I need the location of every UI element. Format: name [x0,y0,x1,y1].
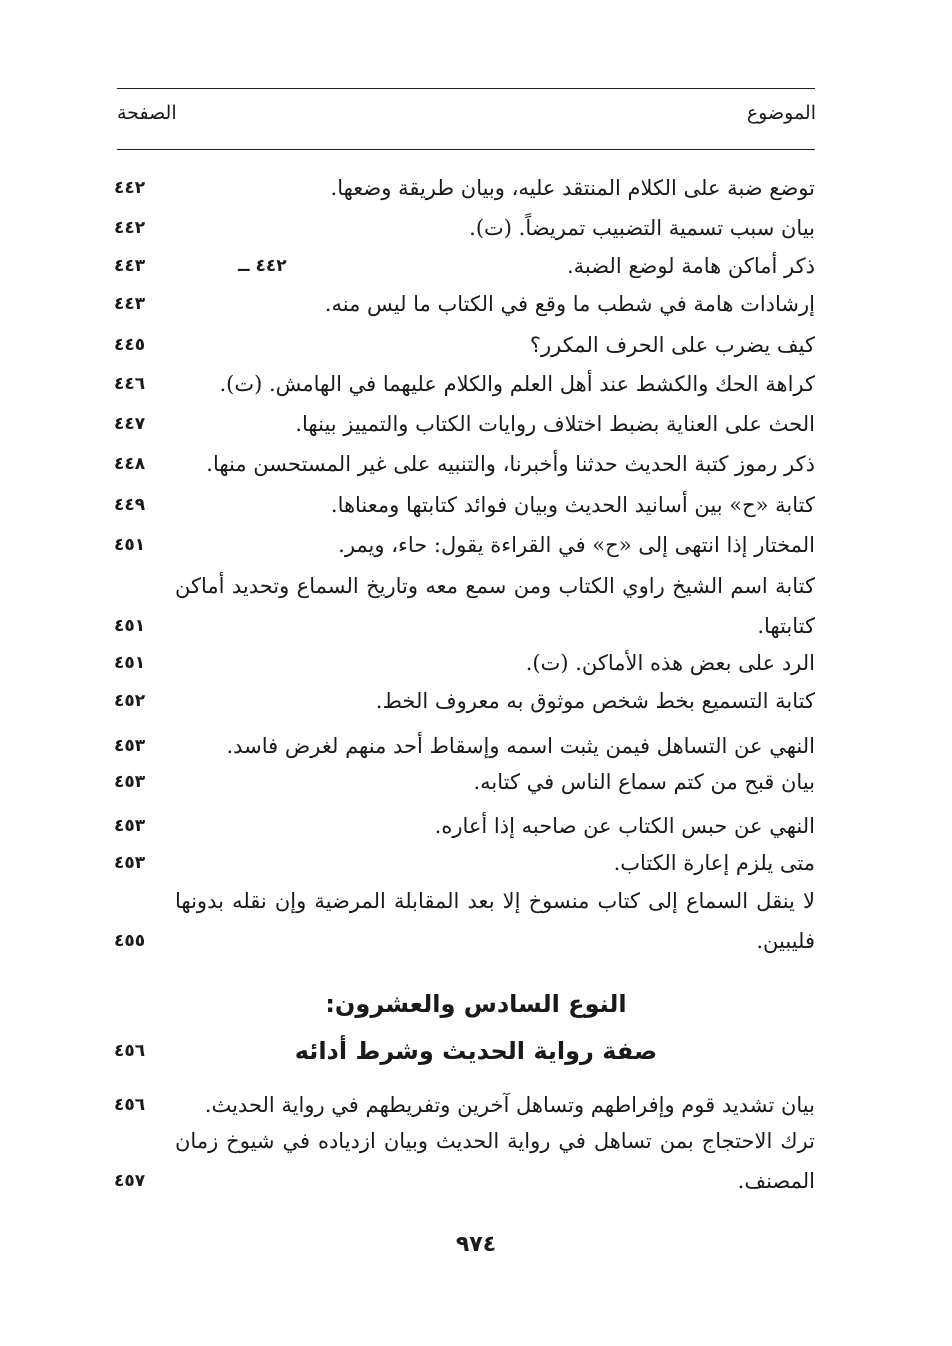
index-entry [110,168,815,208]
section-title: النوع السادس والعشرون: [325,990,627,1018]
entry-page: ٤٤٢ [114,218,146,238]
entry-page: ٤٤٥ [114,335,146,355]
index-entry [110,364,815,404]
entry-page: ٤٥٧ [114,1171,146,1191]
entry-page: ٤٤٨ [114,454,146,474]
entry-page: ٤٤٩ [114,495,146,515]
entry-text: الرد على بعض هذه الأماكن. (ت). [525,651,815,675]
section-subtitle: صفة رواية الحديث وشرط أدائه [294,1037,658,1065]
entry-text: كتابة «ح» بين أسانيد الحديث وبيان فوائد كتابتها ومعناها. [330,493,815,517]
index-entry [110,444,815,484]
entry-text: بيان تشديد قوم وإفراطهم وتساهل آخرين وتفريطهم في رواية الحديث. [204,1093,815,1117]
index-entry [110,806,815,846]
entry-text: ذكر أماكن هامة لوضع الضبة. [566,254,815,278]
index-entry [110,566,815,646]
entry-page: ٤٤٣ [114,294,146,314]
entry-page: ٤٤٢ [114,178,146,198]
index-entry [110,843,815,883]
entry-text: بيان قبح من كتم سماع الناس في كتابه. [473,770,815,794]
index-entry [110,525,815,565]
index-entry [110,762,815,802]
entry-text: إرشادات هامة في شطب ما وقع في الكتاب ما ليس منه. [324,292,815,316]
index-entry [110,404,815,444]
header-top-rule [117,88,815,89]
entry-page: ٤٥٥ [114,931,146,951]
entry-page: ٤٤٦ [114,374,146,394]
index-entry [110,485,815,525]
entry-text: ترك الاحتجاج بمن تساهل في رواية الحديث وبيان ازدياده في شيوخ زمان المصنف. [175,1129,815,1193]
subject-column-header: الموضوع [746,102,816,124]
entry-text: النهي عن حبس الكتاب عن صاحبه إذا أعاره. [434,814,815,838]
section-subtitle-row [110,1031,815,1071]
entry-text: المختار إذا انتهى إلى «ح» في القراءة يقول: حاء، ويمر. [338,533,815,557]
index-entry [110,1085,815,1125]
entry-text: النهي عن التساهل فيمن يثبت اسمه وإسقاط أحد منهم لغرض فاسد. [226,734,815,758]
index-entry [110,325,815,365]
entry-page: ٤٥٣ [114,853,146,873]
index-entry [110,643,815,683]
index-entry [110,246,815,286]
entry-page: ٤٥٣ [114,772,146,792]
entry-page: ٤٥٣ [114,736,146,756]
page-column-header: الصفحة [117,102,177,124]
entry-text: كيف يضرب على الحرف المكرر؟ [529,333,815,357]
index-entry [110,284,815,324]
entry-page: ٤٤٣ [114,256,146,276]
entry-page: ٤٤٧ [114,414,146,434]
entry-page: ٤٥٦ [114,1095,146,1115]
entry-text: كتابة اسم الشيخ راوي الكتاب ومن سمع معه وتاريخ السماع وتحديد أماكن كتابتها. [175,574,815,638]
entry-text: كراهة الحك والكشط عند أهل العلم والكلام عليهما في الهامش. (ت). [219,372,815,396]
index-entry [110,681,815,721]
page-number: ٩٧٤ [455,1232,497,1257]
header-bottom-rule [117,149,815,150]
index-entry [110,881,815,961]
index-entry [110,726,815,766]
entry-text: لا ينقل السماع إلى كتاب منسوخ إلا بعد المقابلة المرضية وإن نقله بدونها فليبين. [175,889,815,953]
entry-page-range-start: ٤٤٢ ــ [238,256,287,276]
entry-text: ذكر رموز كتبة الحديث حدثنا وأخبرنا، والتنبيه على غير المستحسن منها. [206,452,815,476]
entry-text: بيان سبب تسمية التضبيب تمريضاً. (ت). [469,216,815,240]
entry-text: متى يلزم إعارة الكتاب. [613,851,815,875]
entry-text: كتابة التسميع بخط شخص موثوق به معروف الخط. [375,689,815,713]
index-entry [110,208,815,248]
section-subtitle-page: ٤٥٦ [114,1041,146,1061]
entry-page: ٤٥٣ [114,816,146,836]
entry-page: ٤٥٢ [114,691,146,711]
entry-page: ٤٥١ [114,535,146,555]
index-entry [110,1121,815,1201]
entry-text: توضع ضبة على الكلام المنتقد عليه، وبيان طريقة وضعها. [330,176,815,200]
entry-text: الحث على العناية بضبط اختلاف روايات الكتاب والتمييز بينها. [295,412,815,436]
entry-page: ٤٥١ [114,653,146,673]
entry-page: ٤٥١ [114,616,146,636]
